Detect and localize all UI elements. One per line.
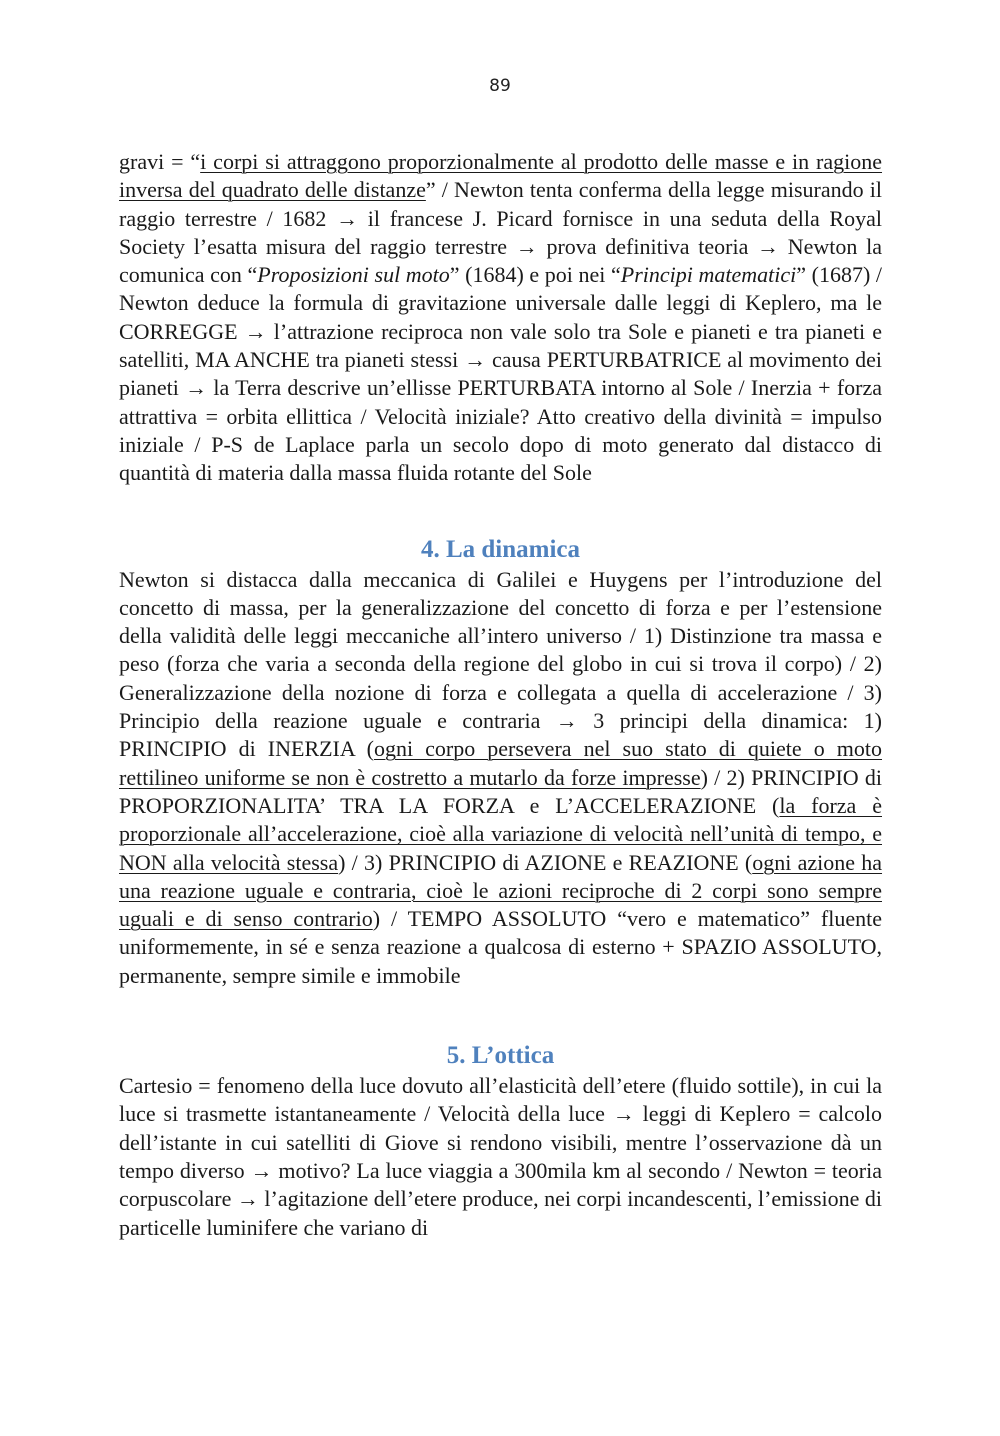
inertia-principle-underlined: ogni corpo persevera nel suo stato di quiete o moto rettilineo uniforme se non è costretto a mutarlo da forze impresse <box>119 736 883 790</box>
section-heading-dinamica: 4. La dinamica <box>420 535 581 563</box>
work-title-proposizioni: Proposizioni sul moto <box>257 262 450 288</box>
intro-text-1: gravi = “ <box>119 149 201 174</box>
gravitation-law-underlined: i corpi si attraggono proporzionalmente al prodotto delle masse e in ragione inversa del quadrato delle distanze <box>119 149 883 203</box>
action-reaction-principle-underlined: ogni azione ha una reazione uguale e contraria, cioè le azioni reciproche di 2 corpi sono sempre uguali e di senso contrario <box>119 849 883 932</box>
page-content <box>119 148 882 1242</box>
page-number: 89 <box>489 76 511 96</box>
dinamica-paragraph <box>119 566 882 990</box>
dinamica-text-4: ) / TEMPO ASSOLUTO “vero e matematico” fluente uniformemente, in sé e senza reazione a qualcosa di esterno + SPAZIO ASSOLUTO, permanente, sempre simile e immobile <box>119 906 882 988</box>
dinamica-text-1: Newton si distacca dalla meccanica di Galilei e Huygens per l’introduzione del concetto di massa, per la generalizzazione del concetto di forza e per l’estensione della validità delle leggi meccaniche all’intero universo / 1) Distinzione tra massa e peso (forza che varia a seconda della regione del globo in cui si trova il corpo) / 2) Generalizzazione della nozione di forza e collegata a quella di accelerazione / 3) Principio della reazione uguale e contraria → 3 principi della dinamica: 1) PRINCIPIO di INERZIA ( <box>119 566 882 762</box>
ottica-paragraph: Cartesio = fenomeno della luce dovuto all’elasticità dell’etere (fluido sottile), in cui la luce si trasmette istantaneamente / Velocità della luce → leggi di Keplero = calcolo dell’istante in cui satelliti di Giove si rendono visibili, mentre l’osservazione dà un tempo diverso → motivo? La luce viaggia a 300mila km al secondo / Newton = teoria corpuscolare → l’agitazione dell’etere produce, nei corpi incandescenti, l’emissione di particelle luminifere che variano di <box>119 1073 882 1240</box>
dinamica-text-3: ) / 3) PRINCIPIO di AZIONE e REAZIONE ( <box>338 849 753 875</box>
proportionality-principle-underlined: la forza è proporzionale all’accelerazione, cioè alla variazione di velocità nell’unità di tempo, e NON alla velocità stessa <box>119 792 882 875</box>
intro-text-4: ” (1687) / Newton deduce la formula di gravitazione universale dalle leggi di Keplero, ma le CORREGGE → l’attrazione reciproca non vale solo tra Sole e pianeti e tra pianeti e satelliti, MA ANCHE tra pianeti stessi → causa PERTURBATRICE al movimento dei pianeti → la Terra descrive un’ellisse PERTURBATA intorno al Sole / Inerzia + forza attrattiva = orbita ellittica / Velocità iniziale? Atto creativo della divinità = impulso iniziale / P-S de Laplace parla un secolo dopo di moto generato dal distacco di quantità di materia dalla massa fluida rotante del Sole <box>119 262 882 486</box>
work-title-principi: Principi matematici <box>620 262 797 288</box>
intro-text-2: ” / Newton tenta conferma della legge misurando il raggio terrestre / 1682 → il francese J. Picard fornisce in una seduta della Royal Society l’esatta misura del raggio terrestre → prova definitiva teoria → Newton la comunica con “ <box>119 177 882 288</box>
intro-text-3: ” (1684) e poi nei “ <box>449 262 621 288</box>
dinamica-text-2: ) / 2) PRINCIPIO di PROPORZIONALITA’ TRA LA FORZA e L’ACCELERAZIONE ( <box>119 764 883 818</box>
intro-paragraph <box>119 148 882 488</box>
section-heading-ottica: 5. L’ottica <box>446 1042 555 1070</box>
